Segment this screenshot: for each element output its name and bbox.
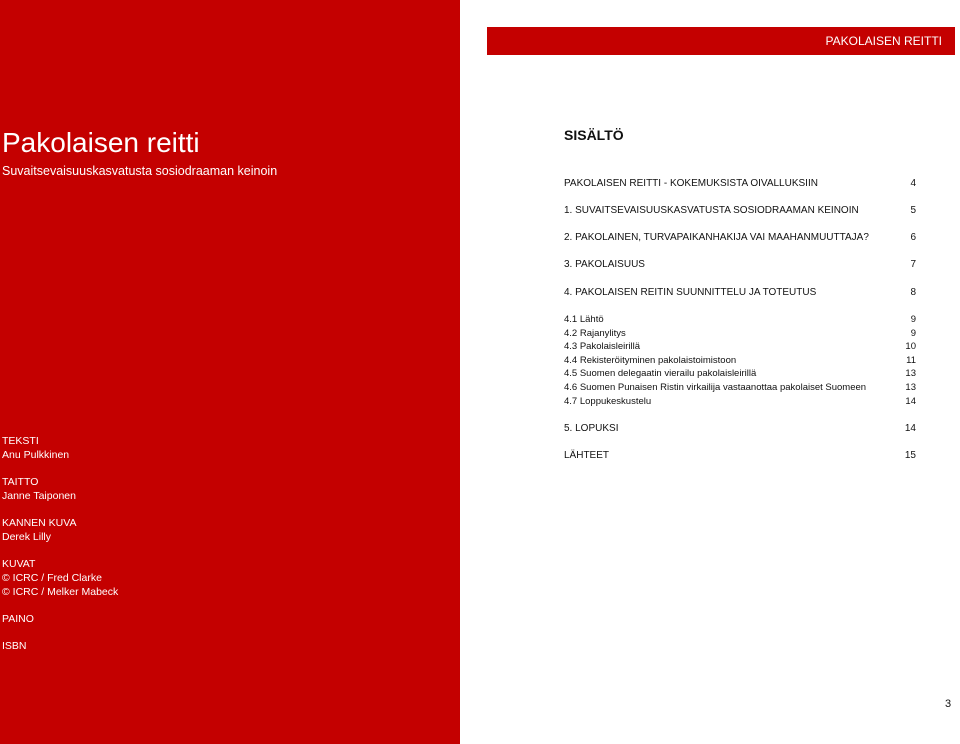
- toc-heading: SISÄLTÖ: [564, 127, 624, 143]
- toc-item-page: 10: [905, 341, 916, 352]
- toc-item-label: 1. SUVAITSEVAISUUSKASVATUSTA SOSIODRAAMAN KEINOIN: [564, 205, 859, 216]
- credit-value: Derek Lilly: [2, 531, 52, 543]
- toc-item: [564, 258, 916, 271]
- credit-label: KANNEN KUVA: [2, 517, 77, 529]
- cover-panel: [0, 0, 460, 744]
- cover-subtitle: Suvaitsevaisuuskasvatusta sosiodraaman keinoin: [2, 164, 278, 178]
- toc-subitem: [564, 340, 916, 353]
- toc-item: [564, 449, 916, 462]
- credit-isbn: [2, 639, 118, 653]
- toc-item-page: 11: [906, 355, 916, 366]
- cover-title: Pakolaisen reitti: [2, 127, 200, 158]
- toc-item-label: 4.3 Pakolaisleirillä: [564, 341, 641, 352]
- toc-subitem: [564, 367, 916, 380]
- credit-value: Anu Pulkkinen: [2, 449, 70, 461]
- page-number: 3: [945, 698, 952, 710]
- credit-value: © ICRC / Fred Clarke: [2, 572, 102, 584]
- toc-subitem: [564, 381, 916, 394]
- toc-item: [564, 204, 916, 217]
- credit-value: © ICRC / Melker Mabeck: [2, 586, 119, 598]
- toc-subitem: [564, 313, 916, 326]
- toc-item-label: 4.7 Loppukeskustelu: [564, 396, 652, 407]
- toc-item-page: 13: [905, 382, 916, 393]
- toc-item-page: 7: [910, 259, 916, 270]
- toc-item-label: 4.2 Rajanylitys: [564, 328, 626, 339]
- credit-value: Janne Taiponen: [2, 490, 76, 502]
- toc-item-label: 4.5 Suomen delegaatin vierailu pakolaisleirillä: [564, 368, 757, 379]
- toc-item: [564, 422, 916, 435]
- credit-label: TEKSTI: [2, 435, 39, 447]
- toc-item-label: 4.4 Rekisteröityminen pakolaistoimistoon: [564, 355, 737, 366]
- toc-item-page: 13: [905, 368, 916, 379]
- toc-subitem: [564, 395, 916, 408]
- credit-paino: [2, 612, 118, 626]
- credit-kannen-kuva: [2, 516, 118, 544]
- toc-item-page: 6: [910, 232, 916, 243]
- credit-taitto: [2, 475, 118, 503]
- toc-item-page: 8: [910, 287, 916, 298]
- toc-item-page: 15: [904, 450, 916, 461]
- toc-item-page: 5: [910, 205, 916, 216]
- toc-item-label: PAKOLAISEN REITTI - KOKEMUKSISTA OIVALLUKSIIN: [564, 178, 818, 189]
- toc-item: [564, 231, 916, 244]
- toc-item-page: 14: [904, 423, 916, 434]
- toc-item-label: 4.6 Suomen Punaisen Ristin virkailija vastaanottaa pakolaiset Suomeen: [564, 382, 867, 393]
- credit-label: TAITTO: [2, 476, 39, 488]
- credit-kuvat: [2, 557, 118, 599]
- credit-teksti: [2, 434, 118, 462]
- credit-label: ISBN: [2, 640, 27, 652]
- toc-item-page: 4: [910, 178, 916, 189]
- credit-label: PAINO: [2, 613, 34, 625]
- credit-label: KUVAT: [2, 558, 36, 570]
- credits-list: [2, 434, 118, 666]
- toc-item-label: 4. PAKOLAISEN REITIN SUUNNITTELU JA TOTEUTUS: [564, 287, 817, 298]
- toc-item-label: 4.1 Lähtö: [564, 314, 604, 325]
- toc-item-page: 14: [905, 396, 916, 407]
- toc-item-page: 9: [910, 328, 916, 339]
- toc-item: [564, 177, 916, 190]
- toc-item-label: LÄHTEET: [564, 450, 610, 461]
- toc-subitem: [564, 354, 916, 367]
- running-header: PAKOLAISEN REITTI: [487, 27, 955, 55]
- toc-subitem: [564, 327, 916, 340]
- toc-item-label: 3. PAKOLAISUUS: [564, 259, 645, 270]
- toc-item-label: 2. PAKOLAINEN, TURVAPAIKANHAKIJA VAI MAAHANMUUTTAJA?: [564, 232, 869, 243]
- toc-item-page: 9: [910, 314, 916, 325]
- toc-item: [564, 286, 916, 299]
- toc-item-label: 5. LOPUKSI: [564, 423, 619, 434]
